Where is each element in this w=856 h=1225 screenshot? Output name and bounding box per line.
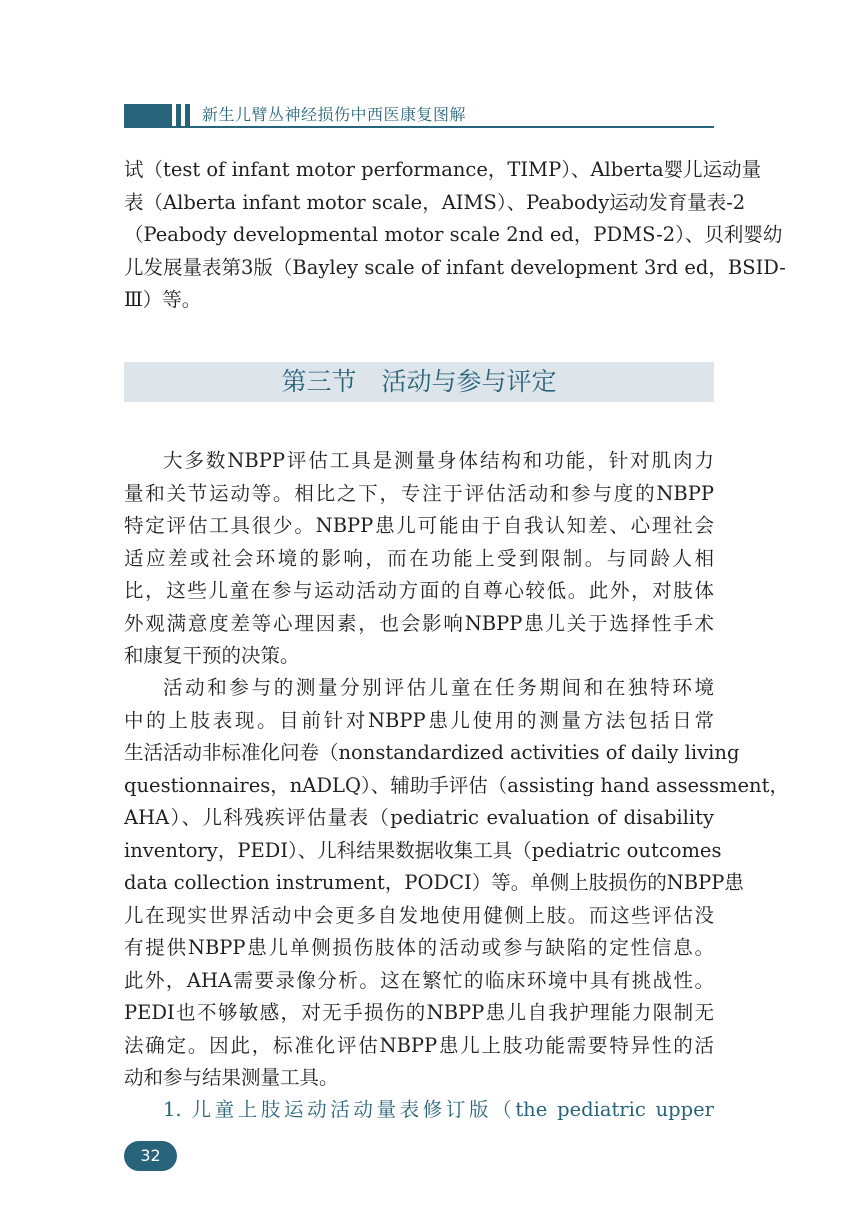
header-rule bbox=[124, 126, 714, 128]
text-line: 表（Alberta infant motor scale，AIMS）、Peabody运动发育量表-2 bbox=[124, 190, 746, 214]
header-bar-stripe bbox=[176, 104, 181, 126]
text-line: 量和关节运动等。相比之下，专注于评估活动和参与度的NBPP bbox=[124, 481, 714, 505]
text-line: 外观满意度差等心理因素，也会影响NBPP患儿关于选择性手术 bbox=[124, 611, 714, 635]
text-line: 儿发展量表第3版（Bayley scale of infant development 3rd ed，BSID- bbox=[124, 255, 786, 279]
text-line: 中的上肢表现。目前针对NBPP患儿使用的测量方法包括日常 bbox=[124, 708, 714, 732]
book-title: 新生儿臂丛神经损伤中西医康复图解 bbox=[202, 105, 467, 124]
intro-paragraph bbox=[124, 154, 786, 317]
text-line: 和康复干预的决策。 bbox=[124, 644, 300, 667]
text-line: PEDI也不够敏感，对无手损伤的NBPP患儿自我护理能力限制无 bbox=[124, 1001, 714, 1024]
text-line: Ⅲ）等。 bbox=[124, 288, 202, 311]
subheading-block bbox=[124, 1094, 714, 1127]
paragraph-2 bbox=[124, 672, 789, 1095]
text-line: （Peabody developmental motor scale 2nd ed，PDMS-2）、贝利婴幼 bbox=[124, 223, 783, 246]
header-bar-stripe bbox=[185, 104, 190, 126]
subheading: 1. 儿童上肢运动活动量表修订版（the pediatric upper bbox=[163, 1098, 714, 1121]
text-line: 试（test of infant motor performance，TIMP）、Alberta婴儿运动量 bbox=[124, 158, 762, 181]
running-header bbox=[124, 104, 714, 130]
text-line: AHA）、儿科残疾评估量表（pediatric evaluation of disability bbox=[124, 806, 714, 829]
text-line: 大多数NBPP评估工具是测量身体结构和功能，针对肌肉力 bbox=[163, 449, 714, 472]
text-line: 法确定。因此，标准化评估NBPP患儿上肢功能需要特异性的活 bbox=[124, 1033, 714, 1057]
text-line: 活动和参与的测量分别评估儿童在任务期间和在独特环境 bbox=[163, 676, 714, 699]
text-line: 此外，AHA需要录像分析。这在繁忙的临床环境中具有挑战性。 bbox=[124, 968, 714, 992]
text-line: 生活活动非标准化问卷（nonstandardized activities of daily living bbox=[124, 741, 740, 764]
text-line: 儿在现实世界活动中会更多自发地使用健侧上肢。而这些评估没 bbox=[124, 903, 714, 927]
header-bar-block bbox=[124, 104, 172, 126]
section-title: 第三节 活动与参与评定 bbox=[124, 362, 714, 402]
text-line: data collection instrument，PODCI）等。单侧上肢损伤的NBPP患 bbox=[124, 871, 744, 894]
text-line: 特定评估工具很少。NBPP患儿可能由于自我认知差、心理社会 bbox=[124, 514, 714, 537]
text-line: 动和参与结果测量工具。 bbox=[124, 1066, 339, 1089]
text-line: questionnaires，nADLQ）、辅助手评估（assisting hand assessment， bbox=[124, 773, 789, 797]
paragraph-1 bbox=[124, 445, 714, 673]
text-line: 适应差或社会环境的影响，而在功能上受到限制。与同龄人相 bbox=[124, 546, 714, 570]
text-line: inventory，PEDI）、儿科结果数据收集工具（pediatric outcomes bbox=[124, 838, 722, 862]
text-line: 比，这些儿童在参与运动活动方面的自尊心较低。此外，对肢体 bbox=[124, 579, 714, 602]
text-line: 有提供NBPP患儿单侧损伤肢体的活动或参与缺陷的定性信息。 bbox=[124, 936, 714, 959]
page-number: 32 bbox=[124, 1141, 177, 1171]
